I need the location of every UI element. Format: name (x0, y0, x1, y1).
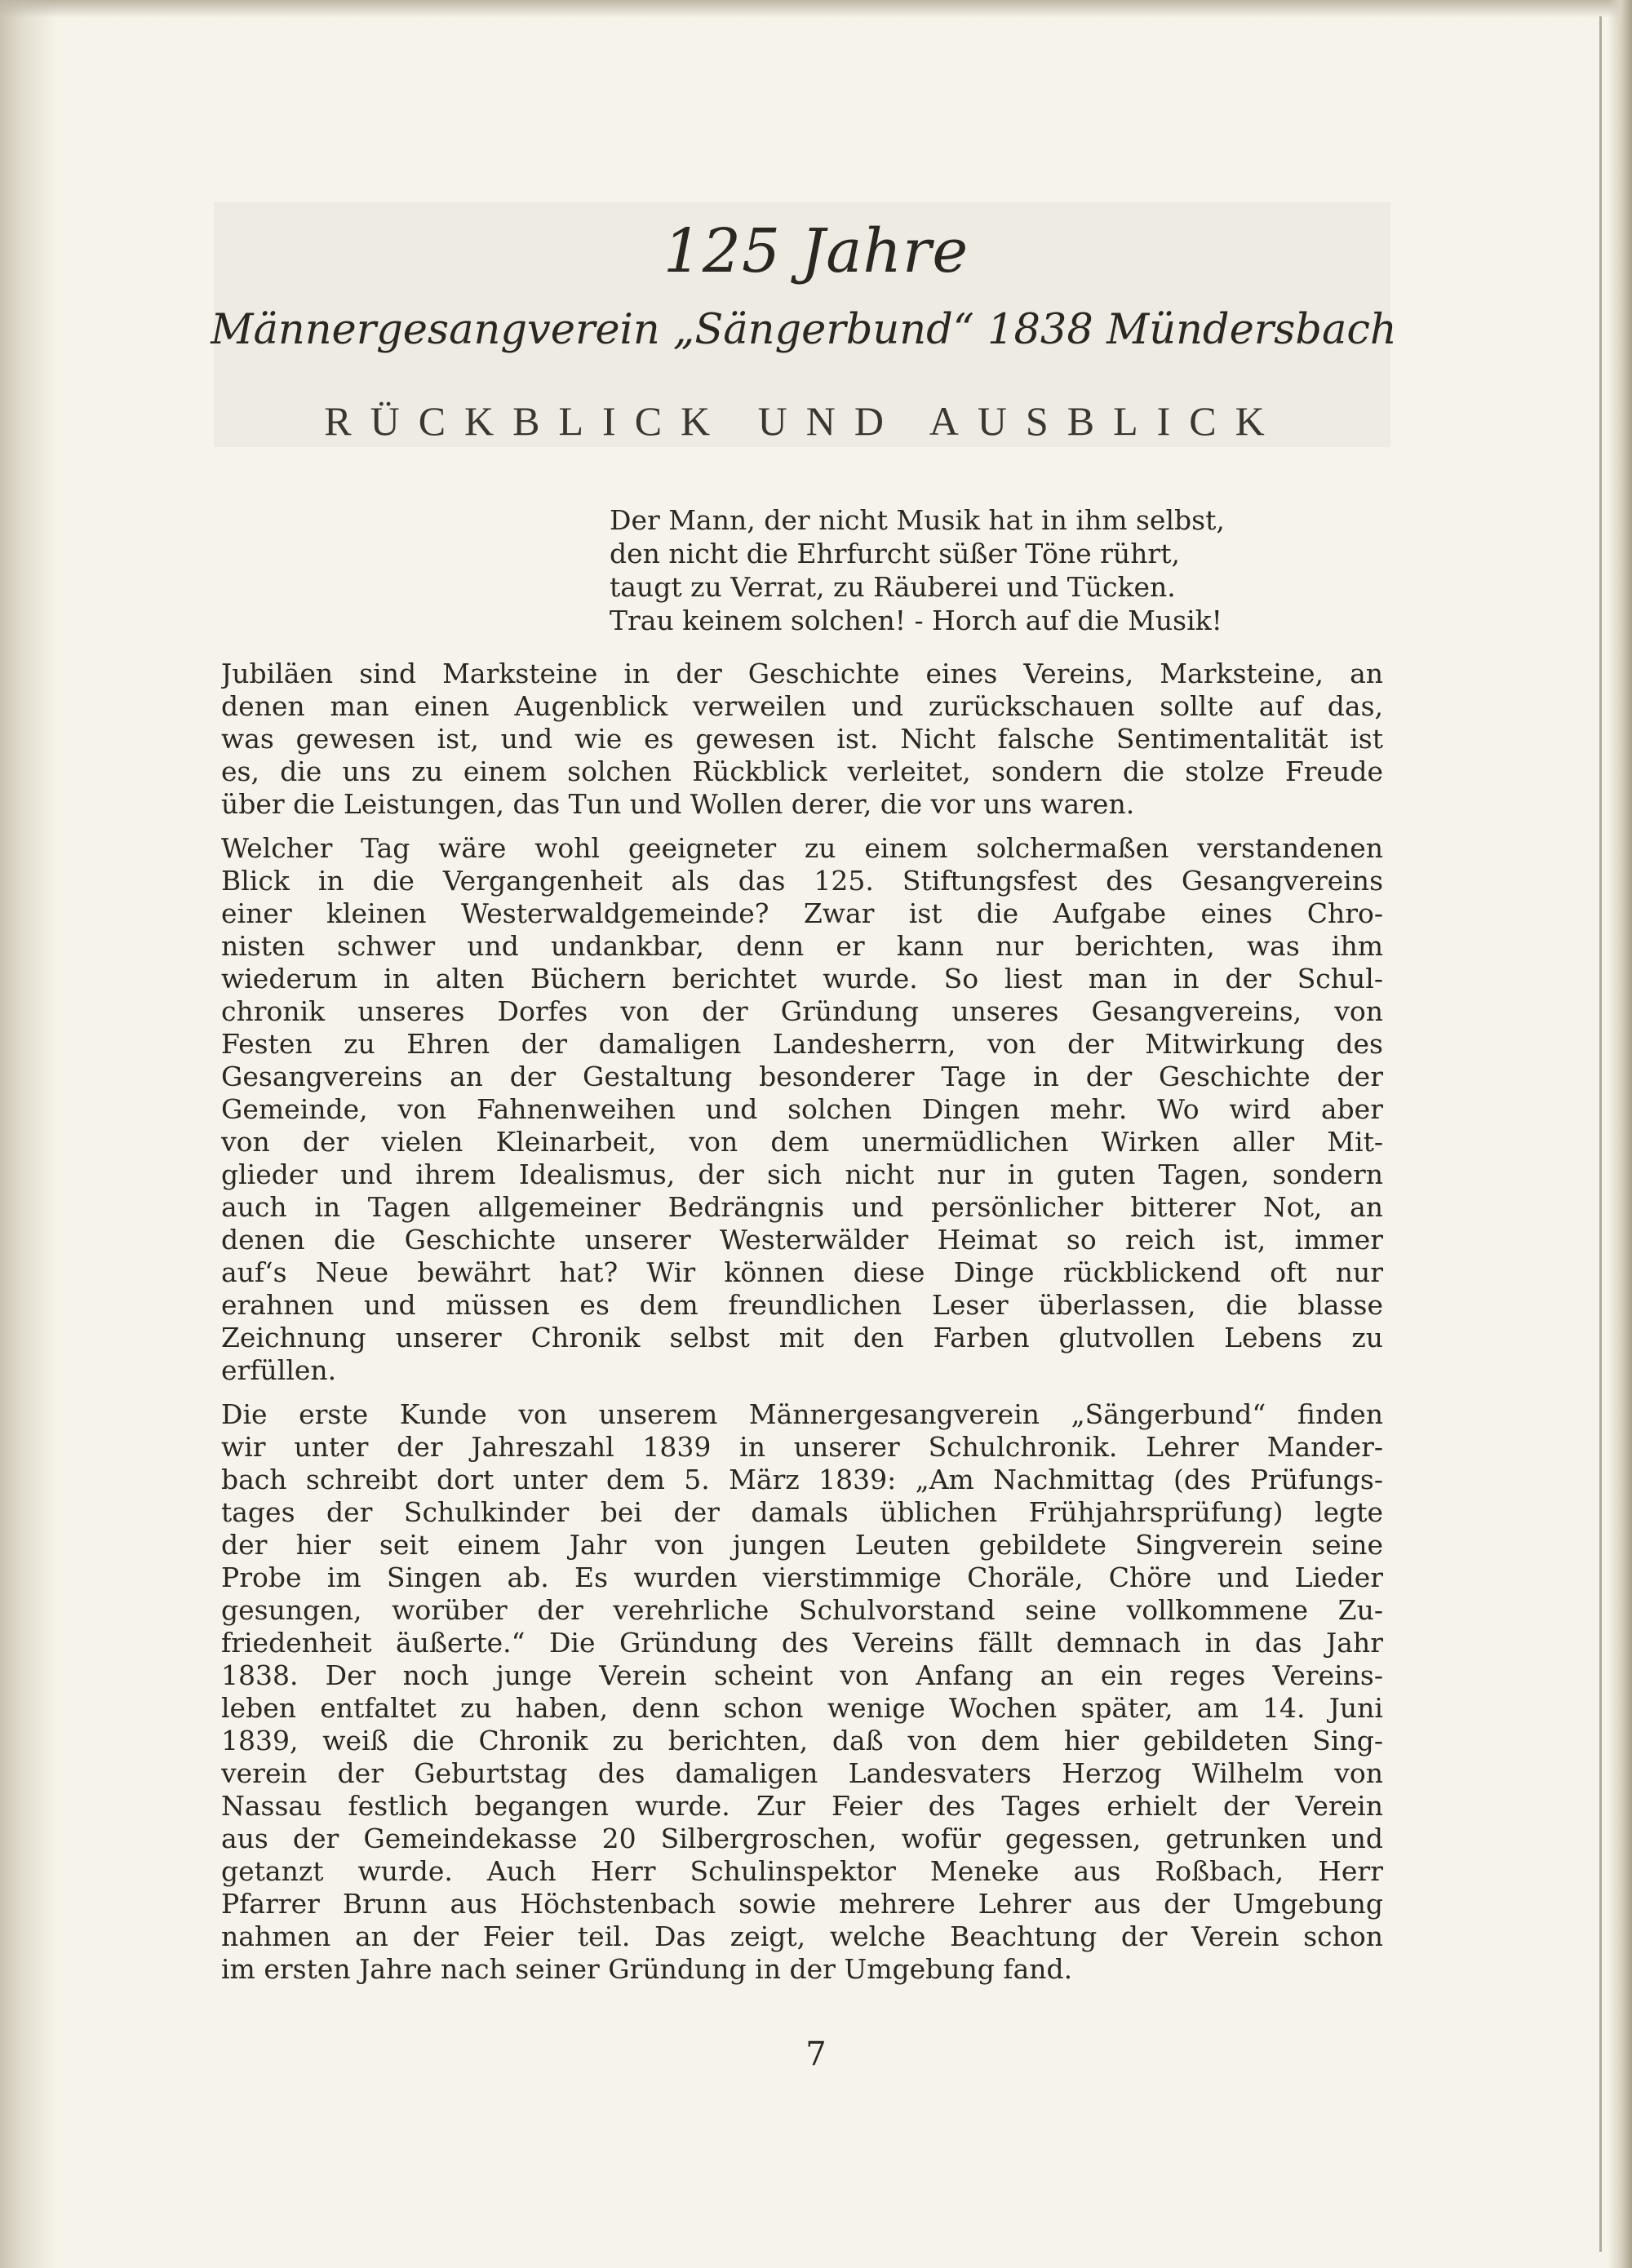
text-line: auch in Tagen allgemeiner Bedrängnis und persönlicher bitterer Not, an (221, 1191, 1383, 1223)
motto-line: den nicht die Ehrfurcht süßer Töne rührt, (610, 538, 1180, 569)
text-line: chronik unseres Dorfes von der Gründung unseres Gesangvereins, von (221, 995, 1383, 1027)
body-text (221, 658, 1383, 1997)
text-line: im ersten Jahre nach seiner Gründung in der Umgebung fand. (221, 1953, 1073, 1985)
text-line: tages der Schulkinder bei der damals üblichen Frühjahrsprüfung) legte (221, 1496, 1383, 1528)
text-line: Pfarrer Brunn aus Höchstenbach sowie mehrere Lehrer aus der Umgebung (221, 1888, 1383, 1920)
text-line: Jubiläen sind Marksteine in der Geschichte eines Vereins, Marksteine, an (221, 658, 1383, 689)
text-line: Welcher Tag wäre wohl geeigneter zu einem solchermaßen verstandenen (221, 832, 1383, 864)
text-line: denen man einen Augenblick verweilen und zurückschauen sollte auf das, (221, 690, 1383, 722)
text-line: Probe im Singen ab. Es wurden vierstimmige Choräle, Chöre und Lieder (221, 1561, 1383, 1593)
anniversary-title: 125 Jahre (663, 216, 969, 286)
text-line: über die Leistungen, das Tun und Wollen derer, die vor uns waren. (221, 788, 1135, 820)
paragraph (221, 658, 1383, 821)
text-line: einer kleinen Westerwaldgemeinde? Zwar ist die Aufgabe eines Chro- (221, 897, 1383, 929)
text-line: Die erste Kunde von unserem Männergesangverein „Sängerbund“ finden (221, 1398, 1383, 1430)
text-line: nahmen an der Feier teil. Das zeigt, welche Beachtung der Verein schon (221, 1920, 1383, 1952)
text-line: wir unter der Jahreszahl 1839 in unserer Schulchronik. Lehrer Mander- (221, 1431, 1383, 1463)
text-line: Zeichnung unserer Chronik selbst mit den Farben glutvollen Lebens zu (221, 1322, 1383, 1353)
text-line: erfüllen. (221, 1354, 337, 1386)
section-subtitle: RÜCKBLICK UND AUSBLICK (324, 398, 1284, 444)
text-line: verein der Geburtstag des damaligen Landesvaters Herzog Wilhelm von (221, 1757, 1383, 1789)
paragraph (221, 1398, 1383, 1986)
motto-line: taugt zu Verrat, zu Räuberei und Tücken. (610, 571, 1176, 603)
text-line: 1838. Der noch junge Verein scheint von Anfang an ein reges Vereins- (221, 1659, 1383, 1691)
motto-line: Der Mann, der nicht Musik hat in ihm selbst, (610, 504, 1225, 536)
text-line: getanzt wurde. Auch Herr Schulinspektor Meneke aus Roßbach, Herr (221, 1855, 1383, 1887)
text-line: glieder und ihrem Idealismus, der sich nicht nur in guten Tagen, sondern (221, 1158, 1383, 1190)
top-shadow (0, 0, 1632, 18)
text-line: Gemeinde, von Fahnenweihen und solchen Dingen mehr. Wo wird aber (221, 1093, 1383, 1125)
text-line: Blick in die Vergangenheit als das 125. Stiftungsfest des Gesangvereins (221, 865, 1383, 897)
text-line: Nassau festlich begangen wurde. Zur Feier des Tages erhielt der Verein (221, 1790, 1383, 1822)
text-line: erahnen und müssen es dem freundlichen Leser überlassen, die blasse (221, 1289, 1383, 1321)
text-line: leben entfaltet zu haben, denn schon wenige Wochen später, am 14. Juni (221, 1692, 1383, 1724)
text-line: es, die uns zu einem solchen Rückblick verleitet, sondern die stolze Freude (221, 755, 1383, 787)
text-line: was gewesen ist, und wie es gewesen ist. Nicht falsche Sentimentalität ist (221, 723, 1383, 755)
page-number: 7 (805, 2035, 827, 2073)
text-line: auf‘s Neue bewährt hat? Wir können diese Dinge rückblickend oft nur (221, 1256, 1383, 1288)
page-edge-line (1599, 16, 1602, 2252)
text-line: von der vielen Kleinarbeit, von dem unermüdlichen Wirken aller Mit- (221, 1126, 1383, 1158)
paragraph (221, 832, 1383, 1387)
text-line: bach schreibt dort unter dem 5. März 1839: „Am Nachmittag (des Prüfungs- (221, 1464, 1383, 1495)
motto-line: Trau keinem solchen! - Horch auf die Musik! (610, 605, 1222, 636)
text-line: nisten schwer und undankbar, denn er kann nur berichten, was ihm (221, 930, 1383, 962)
text-line: aus der Gemeindekasse 20 Silbergroschen, wofür gegessen, getrunken und (221, 1823, 1383, 1854)
text-line: gesungen, worüber der verehrliche Schulvorstand seine vollkommene Zu- (221, 1594, 1383, 1626)
club-title: Männergesangverein „Sängerbund“ 1838 Mündersbach (211, 306, 1397, 354)
text-line: der hier seit einem Jahr von jungen Leuten gebildete Singverein seine (221, 1529, 1383, 1561)
binding-shadow (0, 0, 57, 2268)
motto-quote (610, 503, 1393, 637)
text-line: wiederum in alten Büchern berichtet wurde. So liest man in der Schul- (221, 963, 1383, 994)
text-line: denen die Geschichte unserer Westerwälder Heimat so reich ist, immer (221, 1224, 1383, 1256)
text-line: 1839, weiß die Chronik zu berichten, daß von dem hier gebildeten Sing- (221, 1725, 1383, 1756)
text-line: Gesangvereins an der Gestaltung besonderer Tage in der Geschichte der (221, 1061, 1383, 1092)
text-line: Festen zu Ehren der damaligen Landesherrn, von der Mitwirkung des (221, 1028, 1383, 1060)
text-line: friedenheit äußerte.“ Die Gründung des Vereins fällt demnach in das Jahr (221, 1627, 1383, 1659)
page-edge (1608, 0, 1632, 2268)
